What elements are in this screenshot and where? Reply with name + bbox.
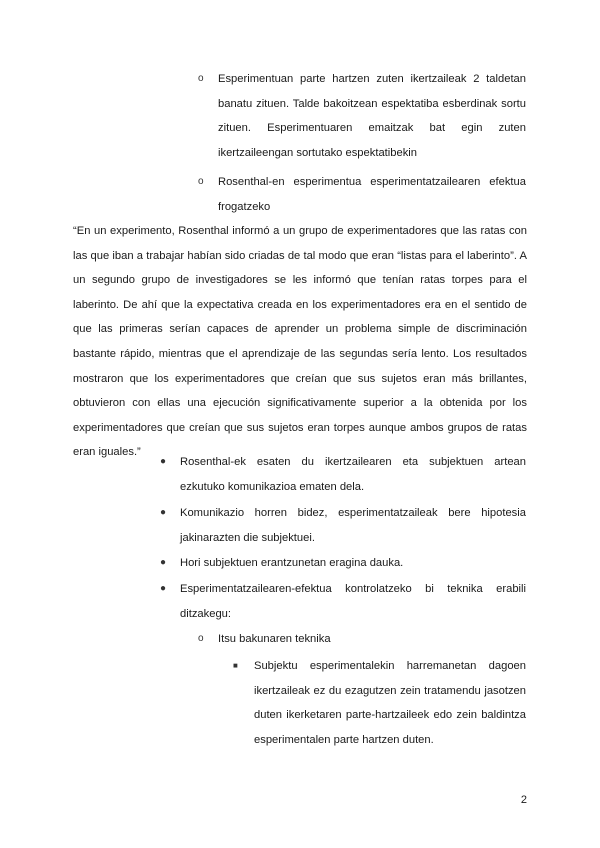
sub-bullet-text: Esperimentuan parte hartzen zuten ikertzaileak 2 taldetan banatu zituen. Talde bakoitzean espektatiba esberdinak sortu zituen. Esperimentuaren emaitzak bat egin zuten ikertzaileengan sortutako espektatibekin (218, 73, 526, 159)
sub-bullet-item (198, 67, 526, 165)
sub-bullet-item (198, 170, 526, 219)
bullet-text: Esperimentatzailearen-efektua kontrolatzeko bi teknika erabili ditzakegu: (180, 583, 526, 620)
disc-bullet-icon: ● (160, 456, 167, 467)
detail-text: Subjektu esperimentalekin harremanetan dagoen ikertzaileak ez du ezagutzen zein tratamendu jasotzen duten ikerketaren parte-hartzaileek edo zein baldintza esperimentalen parte hartzen duten. (254, 660, 526, 746)
bullet-item (160, 551, 526, 576)
bullet-text: Komunikazio horren bidez, esperimentatzaileak bere hipotesia jakinarazten die subjektuei. (180, 507, 526, 544)
circle-bullet-icon: o (198, 633, 204, 644)
quote-paragraph: “En un experimento, Rosenthal informó a un grupo de experimentadores que las ratas con las que iban a trabajar habían sido criadas de tal modo que eran “listas para el laberinto”. A un segundo grupo de investigadores se les informó que tenían ratas torpes para el laberinto. De ahí que la expectativa creada en los experimentadores era en el sentido de que las primeras serían capaces de aprender un problema simple de discriminación bastante rápido, mientras que el aprendizaje de las segundas sería lento. Los resultados mostraron que los experimentadores que creían que sus sujetos eran más brillantes, obtuvieron con ellas una ejecución significativamente superior a la obtenida por los experimentadores que creían que sus sujetos eran torpes aunque ambos grupos de ratas eran iguales.” (73, 225, 527, 459)
disc-bullet-icon: ● (160, 583, 167, 594)
bullet-item (160, 450, 526, 499)
technique-title: Itsu bakunaren teknika (218, 633, 331, 645)
bullet-text: Hori subjektuen erantzunetan eragina dauka. (180, 557, 404, 569)
bullet-text: Rosenthal-ek esaten du ikertzailearen eta subjektuen artean ezkutuko komunikazioa ematen dela. (180, 456, 526, 493)
sub-bullet-text: Rosenthal-en esperimentua esperimentatzailearen efektua frogatzeko (218, 176, 526, 213)
page-number: 2 (520, 794, 527, 806)
sub-bullet-item (198, 627, 526, 652)
disc-bullet-icon: ● (160, 507, 167, 518)
disc-bullet-icon: ● (160, 557, 167, 568)
bullet-item (160, 577, 526, 626)
circle-bullet-icon: o (198, 73, 204, 84)
circle-bullet-icon: o (198, 176, 204, 187)
detail-bullet-item (233, 654, 526, 752)
square-bullet-icon: ■ (233, 661, 238, 670)
bullet-item (160, 501, 526, 550)
